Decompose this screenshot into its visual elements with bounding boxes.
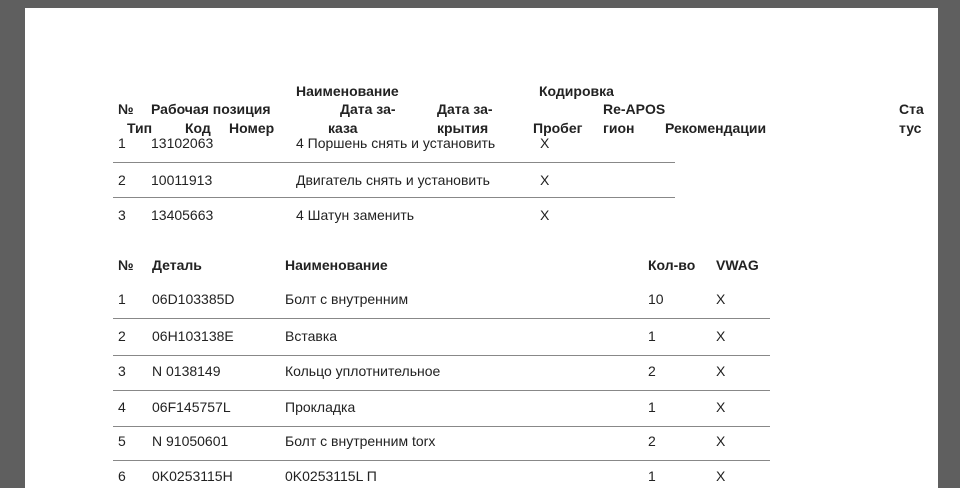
row-vwag: X: [716, 291, 726, 307]
row-no: 3: [118, 363, 126, 379]
row-vwag: X: [716, 363, 726, 379]
header-no: №: [118, 101, 134, 117]
header-order-date-2: каза: [328, 120, 358, 136]
row-name: 4 Поршень снять и установить: [296, 135, 496, 151]
row-part: N 91050601: [152, 433, 229, 449]
row-qty: 2: [648, 433, 656, 449]
header-status-2: тус: [899, 120, 922, 136]
row-part: 06H103138E: [152, 328, 234, 344]
row-part: 0K0253115H: [152, 468, 233, 484]
row-no: 2: [118, 172, 126, 188]
header-qty: Кол-во: [648, 257, 696, 273]
header-no: №: [118, 257, 134, 273]
row-name: Вставка: [285, 328, 338, 344]
row-no: 1: [118, 291, 126, 307]
row-no: 4: [118, 399, 126, 415]
header-mileage: Пробег: [533, 120, 583, 136]
header-number: Номер: [229, 120, 275, 136]
row-code: 13102063: [151, 135, 214, 151]
row-name: Болт с внутренним: [285, 291, 409, 307]
row-name: 4 Шатун заменить: [296, 207, 415, 223]
row-no: 3: [118, 207, 126, 223]
row-part: 06D103385D: [152, 291, 235, 307]
header-name: Наименование: [285, 257, 388, 273]
row-name: 0K0253115L П: [285, 468, 377, 484]
row-no: 2: [118, 328, 126, 344]
header-work-position: Рабочая позиция: [151, 101, 271, 117]
row-qty: 1: [648, 468, 656, 484]
row-no: 5: [118, 433, 126, 449]
row-name: Кольцо уплотнительное: [285, 363, 441, 379]
row-divider: [113, 318, 770, 319]
row-divider: [113, 197, 675, 198]
document-page: [25, 8, 938, 488]
row-divider: [113, 355, 770, 356]
row-no: 1: [118, 135, 126, 151]
row-vwag: X: [716, 433, 726, 449]
header-status: Ста: [899, 101, 924, 117]
row-divider: [113, 426, 770, 427]
header-order-date: Дата за-: [340, 101, 396, 117]
row-mark: X: [540, 172, 550, 188]
header-close-date: Дата за-: [437, 101, 493, 117]
row-qty: 1: [648, 328, 656, 344]
row-vwag: X: [716, 468, 726, 484]
header-coding: Кодировка: [539, 83, 614, 99]
row-name: Двигатель снять и установить: [296, 172, 490, 188]
header-type: Тип: [127, 120, 153, 136]
row-code: 10011913: [151, 172, 213, 188]
row-divider: [113, 460, 770, 461]
header-region: гион: [603, 120, 635, 136]
row-code: 13405663: [151, 207, 214, 223]
header-name: Наименование: [296, 83, 399, 99]
row-qty: 1: [648, 399, 656, 415]
header-part: Деталь: [152, 257, 202, 273]
row-mark: X: [540, 207, 550, 223]
row-name: Болт с внутренним torx: [285, 433, 436, 449]
row-mark: X: [540, 135, 550, 151]
header-close-date-2: крытия: [437, 120, 489, 136]
row-divider: [113, 162, 675, 163]
row-part: 06F145757L: [152, 399, 231, 415]
row-qty: 10: [648, 291, 664, 307]
row-vwag: X: [716, 328, 726, 344]
row-vwag: X: [716, 399, 726, 415]
row-qty: 2: [648, 363, 656, 379]
header-vwag: VWAG: [716, 257, 759, 273]
row-part: N 0138149: [152, 363, 221, 379]
row-no: 6: [118, 468, 126, 484]
header-reapos: Re-APOS: [603, 101, 666, 117]
row-divider: [113, 390, 770, 391]
row-name: Прокладка: [285, 399, 356, 415]
header-recommendations: Рекомендации: [665, 120, 767, 136]
header-code: Код: [185, 120, 211, 136]
